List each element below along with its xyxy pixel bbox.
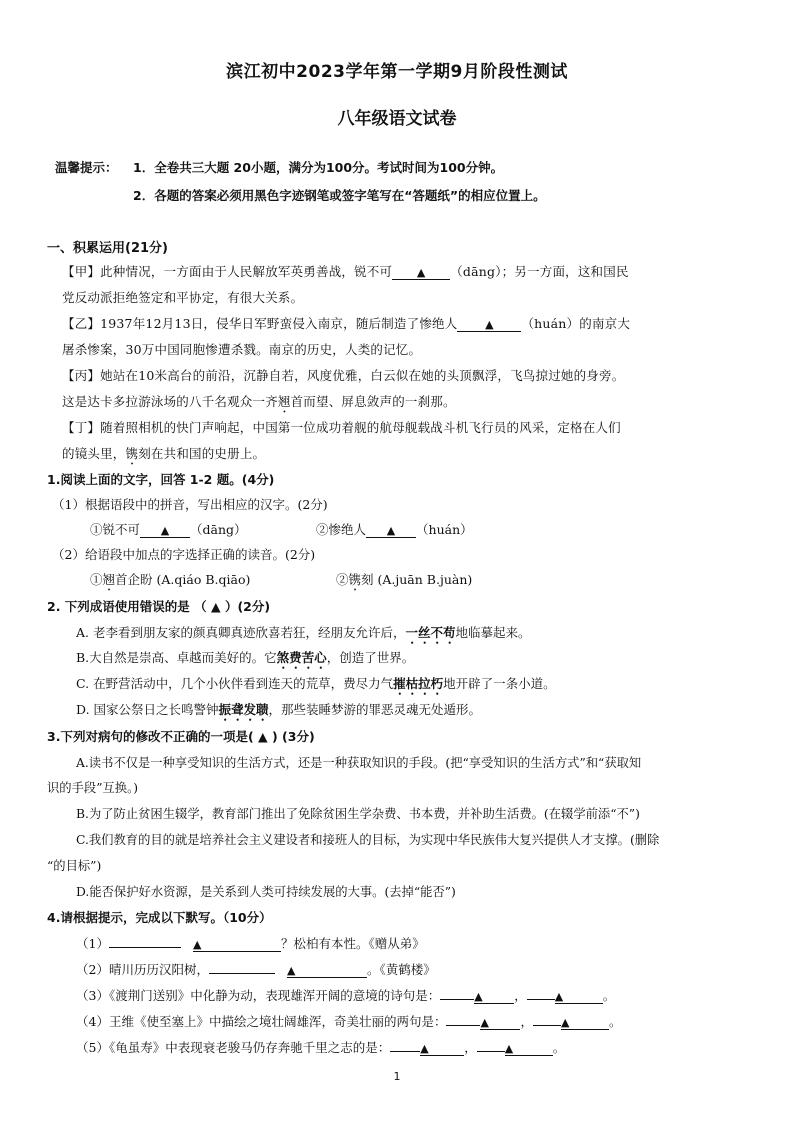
question-1-stem: 1.阅读上面的文字，回答 1-2 题。(4分) [47,472,275,487]
question-2-stem: 2. 下列成语使用错误的是 （ ▲ ）(2分) [47,599,271,614]
question-1-sub-1: （1）根据语段中的拼音，写出相应的汉字。(2分) [52,497,328,512]
question-4-item-2 [76,960,436,978]
answer-blank [555,988,603,1004]
passage-bing-text-a: 这是达卡多拉游泳场的八千名观众一齐 [62,394,278,409]
q4-period: 。 [602,988,616,1003]
blank-triangle-icon: ▲ [474,990,483,1003]
passage-jia-text-a: 【甲】此种情况，一方面由于人民解放军英勇善战，锐不可 [62,264,393,279]
answer-blank [533,1025,561,1026]
passage-jia-line-2: 党反动派拒绝签定和平协定，有很大关系。 [62,290,304,305]
q1-sub2-b-options: 刻 (A.juān B.juàn) [361,572,473,587]
section-1-heading: 一、积累运用(21分) [47,241,168,256]
passage-bing-text-b: 首而望、屏息敛声的一刹那。 [290,394,456,409]
answer-blank [474,988,514,1004]
q2-c-text-a: C. 在野营活动中，几个小伙伴看到连天的荒草，费尽力气 [76,676,394,691]
answer-blank [457,316,521,332]
passage-jia-line-1 [62,262,629,280]
q1-sub1-b-label: ②惨绝人 [316,522,367,537]
q2-a-text-a: A. 老李看到朋友家的颜真卿真迹欣喜若狂，经朋友允许后， [76,625,406,640]
q2-d-text-b: ，那些装睡梦游的罪恶灵魂无处遁形。 [268,702,482,717]
answer-blank [420,1040,464,1056]
question-4-item-5 [76,1038,565,1056]
question-4-item-3 [76,986,615,1004]
answer-blank [446,1025,480,1026]
question-2-option-b [76,648,414,672]
blank-triangle-icon: ▲ [416,266,426,279]
answer-blank [527,999,555,1000]
q4-comma: ， [464,1040,477,1055]
answer-blank [366,522,416,538]
q2-a-idiom: 一丝不苟 [405,625,456,640]
passage-bing-line-2 [62,392,456,416]
q2-d-text-a: D. 国家公祭日之长鸣警钟 [76,702,219,717]
question-3-option-d: D.能否保护好水资源，是关系到人类可持续发展的大事。(去掉“能否”) [76,885,456,899]
q4-period: 。 [552,1040,566,1055]
question-3-option-a-line-2: 识的手段”互换。) [47,781,139,795]
passage-yi-line-1 [62,314,630,332]
blank-triangle-icon: ▲ [554,990,564,1003]
q2-b-idiom: 煞费苦心 [276,650,327,665]
answer-blank [193,936,281,952]
blank-triangle-icon: ▲ [160,524,170,537]
passage-ding-text-b: 刻在共和国的史册上。 [138,446,266,461]
question-1-sub-2: （2）给语段中加点的字选择正确的读音。(2分) [52,547,316,562]
q4-comma: ， [514,988,527,1003]
question-2-option-c [76,674,556,698]
answer-blank [505,1040,553,1056]
q2-c-idiom: 摧枯拉朽 [393,676,444,691]
answer-blank [477,1051,505,1052]
q2-c-text-b: 地开辟了一条小道。 [443,676,556,691]
passage-yi-text-b: （huán）的南京大 [521,316,631,331]
question-1-sub-2-a: ①翘首企盼 (A.qiáo B.qiāo) [90,572,251,587]
answer-blank [109,947,181,948]
answer-blank [209,973,275,974]
dotted-char: 镌 [348,572,362,587]
question-4-stem: 4.请根据提示，完成以下默写。（10分） [47,910,272,925]
q1-sub2-b-prefix: ② [336,572,349,587]
question-3-stem: 3.下列对病句的修改不正确的一项是( ▲ ) (3分) [47,729,315,744]
tips-item-2: 2．各题的答案必须用黑色字迹钢笔或签字笔写在“答题纸”的相应位置上。 [133,188,546,203]
question-1-sub-2-b [336,570,472,594]
answer-blank [390,1051,420,1052]
question-3-option-b: B.为了防止贫困生辍学，教育部门推出了免除贫困生学杂费、书本费，并补助生活费。(在辍学前添“不”) [76,807,640,821]
q1-sub1-a-pinyin: （dāng） [190,522,247,537]
answer-blank [140,522,190,538]
blank-triangle-icon: ▲ [420,1042,429,1055]
question-1-sub-1-b [316,520,473,538]
q2-d-idiom: 振聋发聩 [218,702,269,717]
blank-triangle-icon: ▲ [192,938,202,951]
q1-sub1-b-pinyin: （huán） [416,522,473,537]
q2-b-text-b: ，创造了世界。 [326,650,415,665]
passage-jia-text-b: （dāng）；另一方面，这和国民 [450,264,629,279]
question-2-option-a [76,623,531,647]
passage-ding-line-1: 【丁】随着照相机的快门声响起，中国第一位成功着舰的航母舰载战斗机飞行员的风采，定格在人们 [62,420,621,435]
blank-triangle-icon: ▲ [504,1042,514,1055]
question-3-option-c-line-1: C.我们教育的目的就是培养社会主义建设者和接班人的目标，为实现中华民族伟大复兴提供人才支撑。(删除 [76,833,660,847]
exam-subtitle: 八年级语文试卷 [337,109,457,129]
tips-item-1: 1．全卷共三大题 20小题，满分为100分。考试时间为100分钟。 [133,160,504,175]
question-4-item-4 [76,1012,622,1030]
q4-comma: ， [520,1014,533,1029]
q4-item3-label: （3）《渡荆门送别》中化静为动，表现雄浑开阔的意境的诗句是： [76,988,441,1003]
q4-item1-label: （1） [76,936,109,951]
q2-b-text-a: B.大自然是崇高、卓越而美好的。它 [76,650,277,665]
answer-blank [392,264,450,280]
dotted-char: 翘 [102,572,116,587]
question-3-option-a-line-1: A.读书不仅是一种享受知识的生活方式，还是一种获取知识的手段。(把“享受知识的生活方式”和“获取知 [76,756,642,770]
q4-period: 。 [608,1014,622,1029]
passage-ding-text-a: 的镜头里， [62,446,126,461]
q4-item2-text: 。《黄鹤楼》 [366,962,436,977]
q4-item4-label: （4）王维《使至塞上》中描绘之境壮阔雄浑，奇美壮丽的两句是： [76,1014,447,1029]
passage-yi-text-a: 【乙】1937年12月13日，侵华日军野蛮侵入南京，随后制造了惨绝人 [62,316,458,331]
q2-a-text-b: 地临摹起来。 [455,625,531,640]
dotted-char: 翘 [277,394,291,409]
blank-triangle-icon: ▲ [560,1016,570,1029]
question-4-item-1 [76,934,425,952]
question-1-sub-1-a [90,520,247,538]
dotted-char: 镌 [125,446,139,461]
exam-title: 滨江初中2023学年第一学期9月阶段性测试 [226,62,568,82]
q1-sub1-a-label: ①锐不可 [90,522,141,537]
passage-bing-line-1: 【丙】她站在10米高台的前沿，沉静自若，风度优雅，白云似在她的头顶飘浮，飞鸟掠过她的身旁。 [62,368,625,383]
answer-blank [561,1014,609,1030]
passage-yi-line-2: 屠杀惨案，30万中国同胞惨遭杀戮。南京的历史，人类的记忆。 [62,342,422,357]
q4-item5-label: （5）《龟虽寿》中表现衰老骏马仍存奔驰千里之志的是： [76,1040,391,1055]
answer-blank [287,962,367,978]
question-2-option-d [76,700,481,724]
blank-triangle-icon: ▲ [485,318,494,331]
passage-ding-line-2 [62,444,265,468]
tips-label: 温馨提示： [55,160,118,175]
blank-triangle-icon: ▲ [286,964,296,977]
blank-triangle-icon: ▲ [480,1016,489,1029]
blank-triangle-icon: ▲ [386,524,396,537]
answer-blank [480,1014,520,1030]
q1-sub2-a-options: 首企盼 (A.qiáo B.qiāo) [115,572,251,587]
answer-blank [440,999,474,1000]
page-number: 1 [393,1070,401,1083]
question-3-option-c-line-2: “的目标”) [47,859,102,873]
q4-item2-label: （2）晴川历历汉阳树， [76,962,209,977]
q4-item1-text: ？松柏有本性。《赠从弟》 [280,936,425,951]
